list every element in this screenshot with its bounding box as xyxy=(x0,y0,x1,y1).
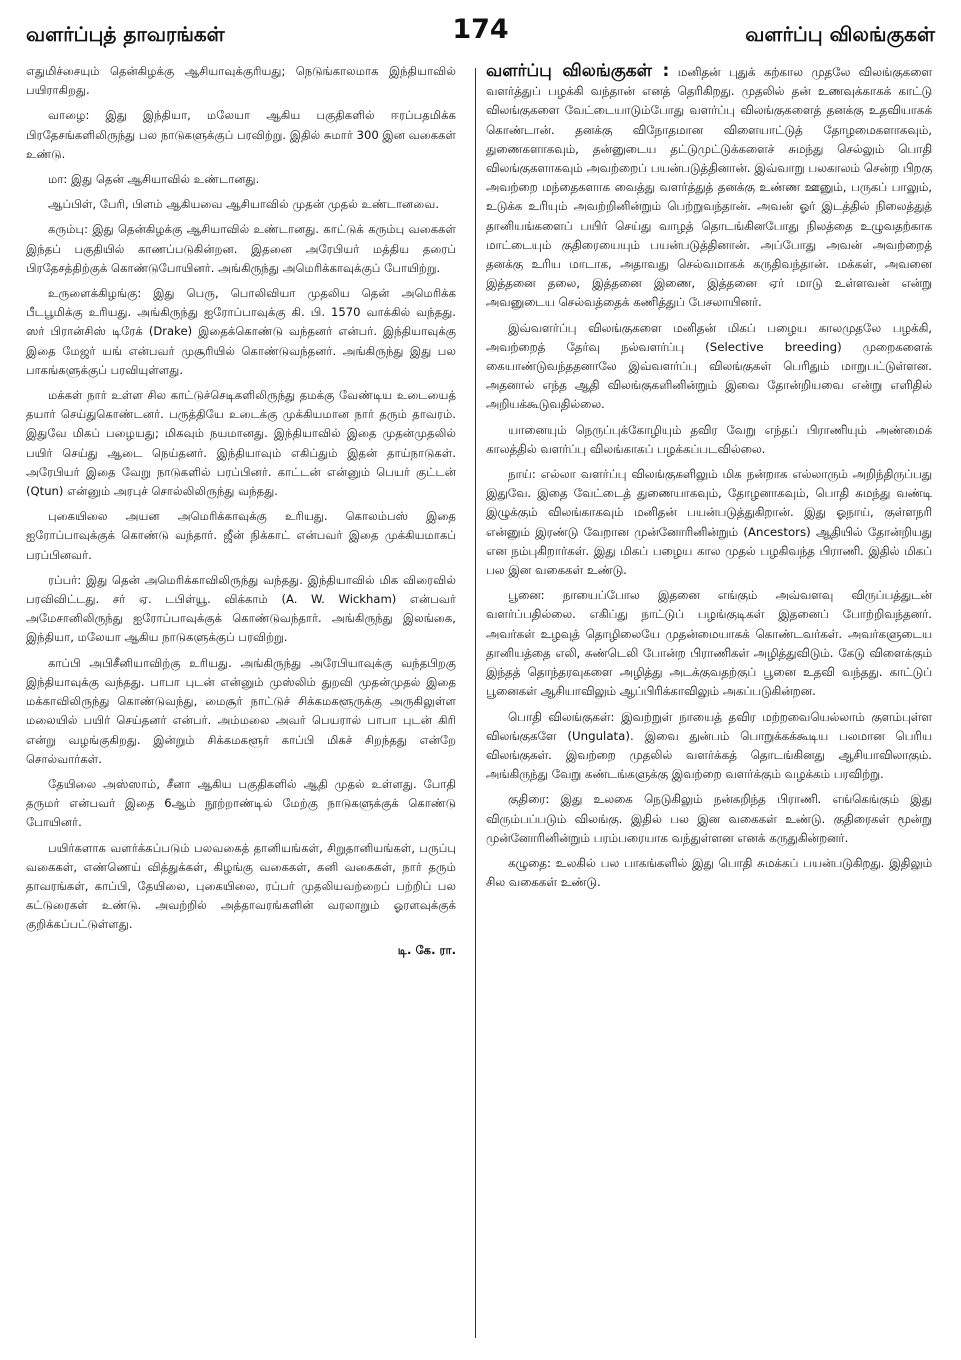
author-signature: டி. கே. ரா. xyxy=(397,942,456,957)
paragraph: நாய்: எல்லா வளர்ப்பு விலங்குகளிலும் மிக நன்றாக எல்லாரும் அறிந்திருப்பது இதுவே. இதை வேட்டைத் துணையாகவும், தோழனாகவும், பொதி சுமந்து வண்டி இழுக்கும் விலங்காகவும் மனிதன் பயன்படுத்துகிறான். இது ஓநாய், குள்ளநரி என்னும் இரண்டு வேறான முன்னோரினின்றும் (Ancestors) ஆதியில் தோன்றியது என நம்புகிறார்கள். இது மிகப் பழைய கால முதல் பழகிவந்த பிராணி. இதில் மிகப் பல இன வகைகள் உண்டு. xyxy=(486,467,932,578)
paragraph: மா: இது தென் ஆசியாவில் உண்டானது. xyxy=(48,172,260,187)
right-column xyxy=(486,62,932,1350)
column-divider xyxy=(475,68,476,1338)
running-head-right: வளர்ப்பு விலங்குகள் xyxy=(745,22,935,46)
paragraph: குதிரை: இது உலகை நெடுகிலும் நன்கறிந்த பிராணி. எங்கெங்கும் இது விரும்பப்படும் விலங்கு. இதில் பல இன வகைகள் உண்டு. குதிரைகள் மூன்று முன்னோரினின்றும் பரம்பரையாக வந்துள்ளன எனக் கருதுகின்றனர். xyxy=(486,792,932,845)
page-header xyxy=(26,14,935,54)
paragraph: புகையிலை அயன அமெரிக்காவுக்கு உரியது. கொலம்பஸ் இதை ஐரோப்பாவுக்குக் கொண்டு வந்தார். ஜீன் நிக்காட் என்பவர் இதை முக்கியமாகப் பரப்பினவர். xyxy=(26,509,456,562)
left-column xyxy=(26,62,456,1350)
paragraph: பூனை: நாயைப்போல இதனை எங்கும் அவ்வளவு விருப்பத்துடன் வளர்ப்பதில்லை. எகிப்து நாட்டுப் பழங்குடிகள் இதனைப் போற்றிவந்தனர். அவர்கள் உழவுத் தொழிலையே முதன்மையாகக் கொண்டவர்கள். அவர்களுடைய தானியத்தை எலி, சுண்டெலி போன்ற பிராணிகள் அழித்துவிடும். கேடு விளைக்கும் இந்தத் தொந்தரவுகளை அழித்து அடக்குவதற்குப் பூனை உதவி வந்தது. காட்டுப் பூனைகள் ஆசியாவிலும் ஆப்பிரிக்காவிலும் அகப்படுகின்றன. xyxy=(486,588,932,699)
paragraph: பயிர்களாக வளர்க்கப்படும் பலவகைத் தானியங்கள், சிறுதானியங்கள், பருப்பு வகைகள், எண்ணெய் வித்துக்கள், கிழங்கு வகைகள், கனி வகைகள், நார் தரும் தாவரங்கள், காப்பி, தேயிலை, புகையிலை, ரப்பர் முதலியவற்றைப் பற்றிப் பல கட்டுரைகள் உண்டு. அவற்றில் அத்தாவரங்களின் வரலாறும் ஓரளவுக்குக் குறிக்கப்பட்டுள்ளது. xyxy=(26,840,456,932)
paragraph: உருளைக்கிழங்கு: இது பெரு, பொலிவியா முதலிய தென் அமெரிக்க பீடபூமிக்கு உரியது. அங்கிருந்து ஐரோப்பாவுக்கு கி. பி. 1570 வாக்கில் வந்தது. ஸர் பிரான்சிஸ் டிரேக் (Drake) இதைக்கொண்டு வந்தனர் என்பர். இந்தியாவுக்கு இதை மேஜர் யங் என்பவர் முசூரியில் கொண்டுவந்தனர். அங்கிருந்து இது பல பாகங்களுக்குப் பரவியுள்ளது. xyxy=(26,286,456,377)
paragraph: மக்கள் நார் உள்ள சில காட்டுச்செடிகளிலிருந்து தமக்கு வேண்டிய உடையைத் தயார் செய்துகொண்டனர். பருத்தியே உடைக்கு முக்கியமான நார் தரும் தாவரம். இதுவே மிகப் பழையது; மிகவும் நயமானது. இந்தியாவில் இதை முதன்முதலில் பயிர் செய்து ஆடை நெய்தனர். இந்தியாவும் எகிப்தும் இதன் தாய்நாடுகள். அரேபியர் இதை வேறு நாடுகளில் பரப்பினர். காட்டன் என்னும் பெயர் குட்டன் (Qtun) என்னும் அரபுச் சொல்லிலிருந்து வந்தது. xyxy=(26,388,456,499)
section-title: வளர்ப்பு விலங்குகள் : xyxy=(486,62,670,81)
paragraph: கழுதை: உலகில் பல பாகங்களில் இது பொதி சுமக்கப் பயன்படுகிறது. இதிலும் சில வகைகள் உண்டு. xyxy=(486,855,932,890)
intro-paragraph xyxy=(486,62,932,313)
paragraph: வாழை: இது இந்தியா, மலேயா ஆகிய பகுதிகளில் ஈரப்பதமிக்க பிரதேசங்களிலிருந்து பல நாடுகளுக்குப் பரவிற்று. இதில் சுமார் 300 இன வகைகள் உண்டு. xyxy=(26,108,456,161)
paragraph: இவ்வளர்ப்பு விலங்குகளை மனிதன் மிகப் பழைய காலமுதலே பழக்கி, அவற்றைத் தேர்வு நல்வளர்ப்பு (Selective breeding) முறைகளைக் கையாண்டுவந்ததனாலே இவ்வளர்ப்பு விலங்குகள் பெரிதும் மாறுபட்டுள்ளன. அதனால் எந்த ஆதி விலங்குகளினின்றும் இவை தோன்றியவை என்று எளிதில் அறியக்கூடுவதில்லை. xyxy=(486,320,932,412)
running-head-left: வளர்ப்புத் தாவரங்கள் xyxy=(26,22,225,46)
paragraph: ஆப்பிள், பேரி, பிளம் ஆகியவை ஆசியாவில் முதன் முதல் உண்டானவை. xyxy=(48,197,440,212)
intro-text: மனிதன் புதுக் கற்கால முதலே விலங்குகளை வளர்த்துப் பழக்கி வந்தான் எனத் தெரிகிறது. முதலில் தன் உணவுக்காகக் காட்டு விலங்குகளை வேட்டையாடும்போது வளர்ப்பு விலங்குகளைத் தனக்கு உதவியாகக் கொண்டான். தனக்கு விநோதமான விளையாட்டுத் தோழமைகளாகவும், துணைகளாகவும், தன்னுடைய தட்டுமுட்டுக்களைச் சுமந்து செல்லும் பொதி விலங்குகளாகவும் அவற்றைப் பயன்படுத்தினான். இவ்வாறு பலகாலம் சென்ற பிறகு அவற்றை மந்தைகளாக வைத்து வளர்த்துத் தனக்கு உண்ண ஊனும், பருகப் பாலும், உடுக்க உரியும் அவற்றினின்றும் பெற்றுவந்தான். அவன் ஓர் இடத்தில் நிலைத்துத் தானியங்களைப் பயிர் செய்து வாழத் தொடங்கினபோது நிலத்தை உழுவதற்காக மாட்டையும் குதிரையையும் பயன்படுத்தினான். அப்போது அவன் அவற்றைத் தனக்கு உரிய மாடாக, அதாவது செல்வமாகக் கருதிவந்தான். மக்கள், அவனை இத்தனை தலை, இத்தனை இணை, இத்தனை ஏர் மாடு உள்ளவன் என்று அவனுடைய செல்வத்தைக் கணித்துப் பேசலாயினர். xyxy=(486,65,932,310)
page-number: 174 xyxy=(452,14,509,45)
paragraph: ரப்பர்: இது தென் அமெரிக்காவிலிருந்து வந்தது. இந்தியாவில் மிக விரைவில் பரவிவிட்டது. சர் ஏ. டபிள்யூ. விக்காம் (A. W. Wickham) என்பவர் அமேசானிலிருந்து ஐரோப்பாவுக்குக் கொண்டுவந்தார். அங்கிருந்து இலங்கை, இந்தியா, மலேயா ஆகிய நாடுகளுக்குப் பரவிற்று. xyxy=(26,572,456,645)
paragraph: காப்பி அபிசீனியாவிற்கு உரியது. அங்கிருந்து அரேபியாவுக்கு வந்தபிறகு இந்தியாவுக்கு வந்தது. பாபா புடன் என்னும் முஸ்லிம் துறவி முதன்முதல் இதை மக்காவிலிருந்து கொண்டுவந்து, மைசூர் நாட்டுச் சிக்கமகளூருக்கு அருகிலுள்ள மலையில் பயிர் செய்தனர் என்பர். அம்மலை அவர் பெயரால் பாபா புடன் கிரி என்று வழங்குகிறது. இன்றும் சிக்கமகளூர் காப்பி மிகச் சிறந்தது என்றே சொல்வார்கள். xyxy=(26,655,456,766)
paragraph: கரும்பு: இது தென்கிழக்கு ஆசியாவில் உண்டானது. காட்டுக் கரும்பு வகைகள் இந்தப் பகுதியில் காணப்படுகின்றன. இதனை அரேபியர் மத்திய தரைப் பிரதேசத்திற்குக் கொண்டுபோயினர். அங்கிருந்து அமெரிக்காவுக்குப் போயிற்று. xyxy=(26,222,456,275)
paragraph: பொதி விலங்குகள்: இவற்றுள் நாயைத் தவிர மற்றவையெல்லாம் குளம்புள்ள விலங்குகளே (Ungulata). இவை துன்பம் பொறுக்கக்கூடிய பலமான பெரிய விலங்குகள். இவற்றை முதலில் வளர்க்கத் தொடங்கினது ஆசியாவிலாகும். அங்கிருந்து வேறு கண்டங்களுக்கு இவற்றை வளர்க்கும் வழக்கம் பரவிற்று. xyxy=(486,709,932,782)
paragraph: எதுமிச்சையும் தென்கிழக்கு ஆசியாவுக்குரியது; நெடுங்காலமாக இந்தியாவில் பயிராகிறது. xyxy=(26,64,456,98)
paragraph: யானையும் நெருப்புக்கோழியும் தவிர வேறு எந்தப் பிராணியும் அண்மைக் காலத்தில் வளர்ப்பு விலங்காகப் பழக்கப்படவில்லை. xyxy=(486,422,932,456)
paragraph: தேயிலை அஸ்ஸாம், சீனா ஆகிய பகுதிகளில் ஆதி முதல் உள்ளது. போதி தருமர் என்பவர் இதை 6ஆம் நூற்றாண்டில் மேற்கு நாடுகளுக்குக் கொண்டு போயினர். xyxy=(26,776,456,830)
